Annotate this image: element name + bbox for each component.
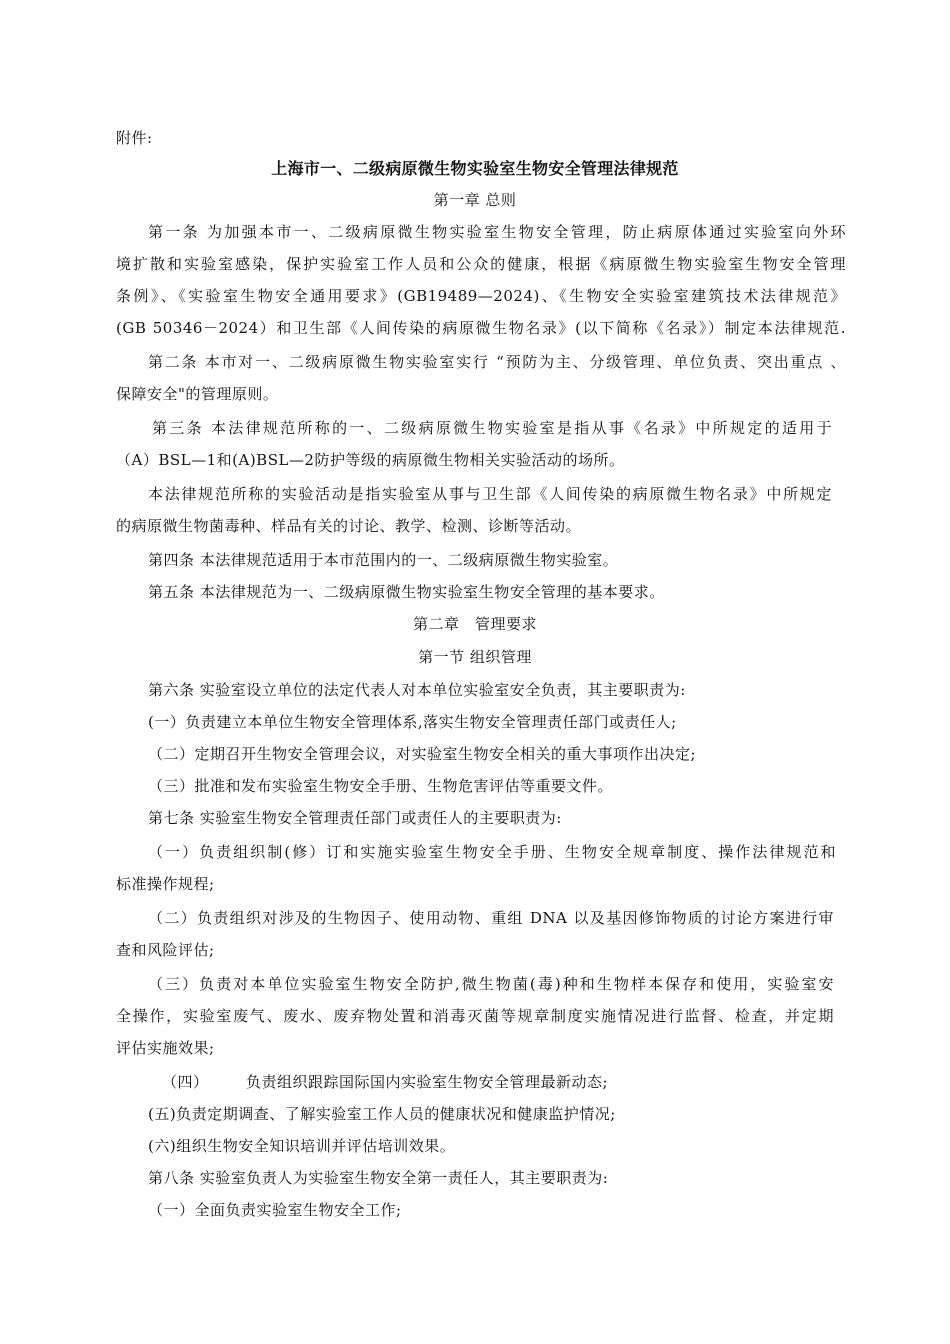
article-1-line: 境扩散和实验室感染，保护实验室工作人员和公众的健康，根据《病原微生物实验室生物安全管理 (116, 255, 846, 273)
article-1-line: (GB 50346－2024）和卫生部《人间传染的病原微生物名录》(以下简称《名录》）制定本法律规范. (116, 319, 846, 337)
article-8-item: （一）全面负责实验室生物安全工作; (148, 1201, 402, 1219)
article-7-item-line: 全操作，实验室废气、废水、废弃物处置和消毒灭菌等规章制度实施情况进行监督、检查，并定期 (116, 1007, 834, 1025)
article-7-item: (五)负责定期调查、了解实验室工作人员的健康状况和健康监护情况; (148, 1105, 616, 1123)
article-7-item-line: 标准操作规程; (116, 875, 215, 893)
article-2-line: 保障安全"的管理原则。 (116, 385, 279, 403)
article-6-item: (一）负责建立本单位生物安全管理体系,落实生物安全管理责任部门或责任人; (148, 713, 677, 731)
article-1-line: 条例》、《实验室生物安全通用要求》(GB19489—2024)、《生物安全实验室建筑技术法律规范》 (116, 287, 846, 305)
chapter-heading: 第二章 管理要求 (412, 615, 537, 633)
article-3-paragraph-line: 本法律规范所称的实验活动是指实验室从事与卫生部《人间传染的病原微生物名录》中所规定 (148, 485, 832, 503)
article-7-item-line: （二）负责组织对涉及的生物因子、使用动物、重组 DNA 以及基因修饰物质的讨论方案进行审 (148, 909, 834, 927)
document-title: 上海市一、二级病原微生物实验室生物安全管理法律规范 (271, 159, 679, 178)
article-7-item: (六)组织生物安全知识培训并评估培训效果。 (148, 1137, 456, 1155)
article-3-line: 第三条 本法律规范所称的一、二级病原微生物实验室是指从事《名录》中所规定的适用于 (152, 419, 832, 437)
article-5: 第五条 本法律规范为一、二级病原微生物实验室生物安全管理的基本要求。 (148, 583, 665, 601)
chapter-heading: 第一章 总则 (433, 191, 517, 209)
article-7-item-line: （一）负责组织制(修）订和实施实验室生物安全手册、生物安全规章制度、操作法律规范和 (148, 843, 836, 861)
article-4: 第四条 本法律规范适用于本市范围内的一、二级病原微生物实验室。 (148, 551, 619, 569)
article-8: 第八条 实验室负责人为实验室生物安全第一责任人，其主要职责为: (148, 1169, 609, 1187)
article-3-paragraph-line: 的病原微生物菌毒种、样品有关的讨论、教学、检测、诊断等活动。 (116, 517, 582, 535)
article-3-line: （A）BSL—1和(A)BSL—2防护等级的病原微生物相关实验活动的场所。 (116, 451, 625, 469)
article-7-item-number: （四） (162, 1073, 209, 1091)
article-7-item-line: （三）负责对本单位实验室生物安全防护,微生物菌(毒)种和生物样本保存和使用，实验室安 (148, 975, 834, 993)
article-7-item-text: 负责组织跟踪国际国内实验室生物安全管理最新动态; (246, 1073, 609, 1091)
article-2-line: 第二条 本市对一、二级病原微生物实验室实行 “预防为主、分级管理、单位负责、突出重点 、 (148, 353, 846, 371)
article-6: 第六条 实验室设立单位的法定代表人对本单位实验室安全负责，其主要职责为: (148, 681, 686, 699)
attachment-label: 附件: (116, 129, 153, 147)
article-6-item: （三）批准和发布实验室生物安全手册、生物危害评估等重要文件。 (148, 777, 614, 795)
article-7-item-line: 评估实施效果; (116, 1039, 215, 1057)
article-7: 第七条 实验室生物安全管理责任部门或责任人的主要职责为: (148, 809, 562, 827)
article-7-item-line: 查和风险评估; (116, 941, 215, 959)
article-6-item: （二）定期召开生物安全管理会议，对实验室生物安全相关的重大事项作出决定; (148, 745, 697, 763)
section-heading: 第一节 组织管理 (418, 648, 532, 666)
article-1-line: 第一条 为加强本市一、二级病原微生物实验室生物安全管理，防止病原体通过实验室向外环 (148, 223, 846, 241)
